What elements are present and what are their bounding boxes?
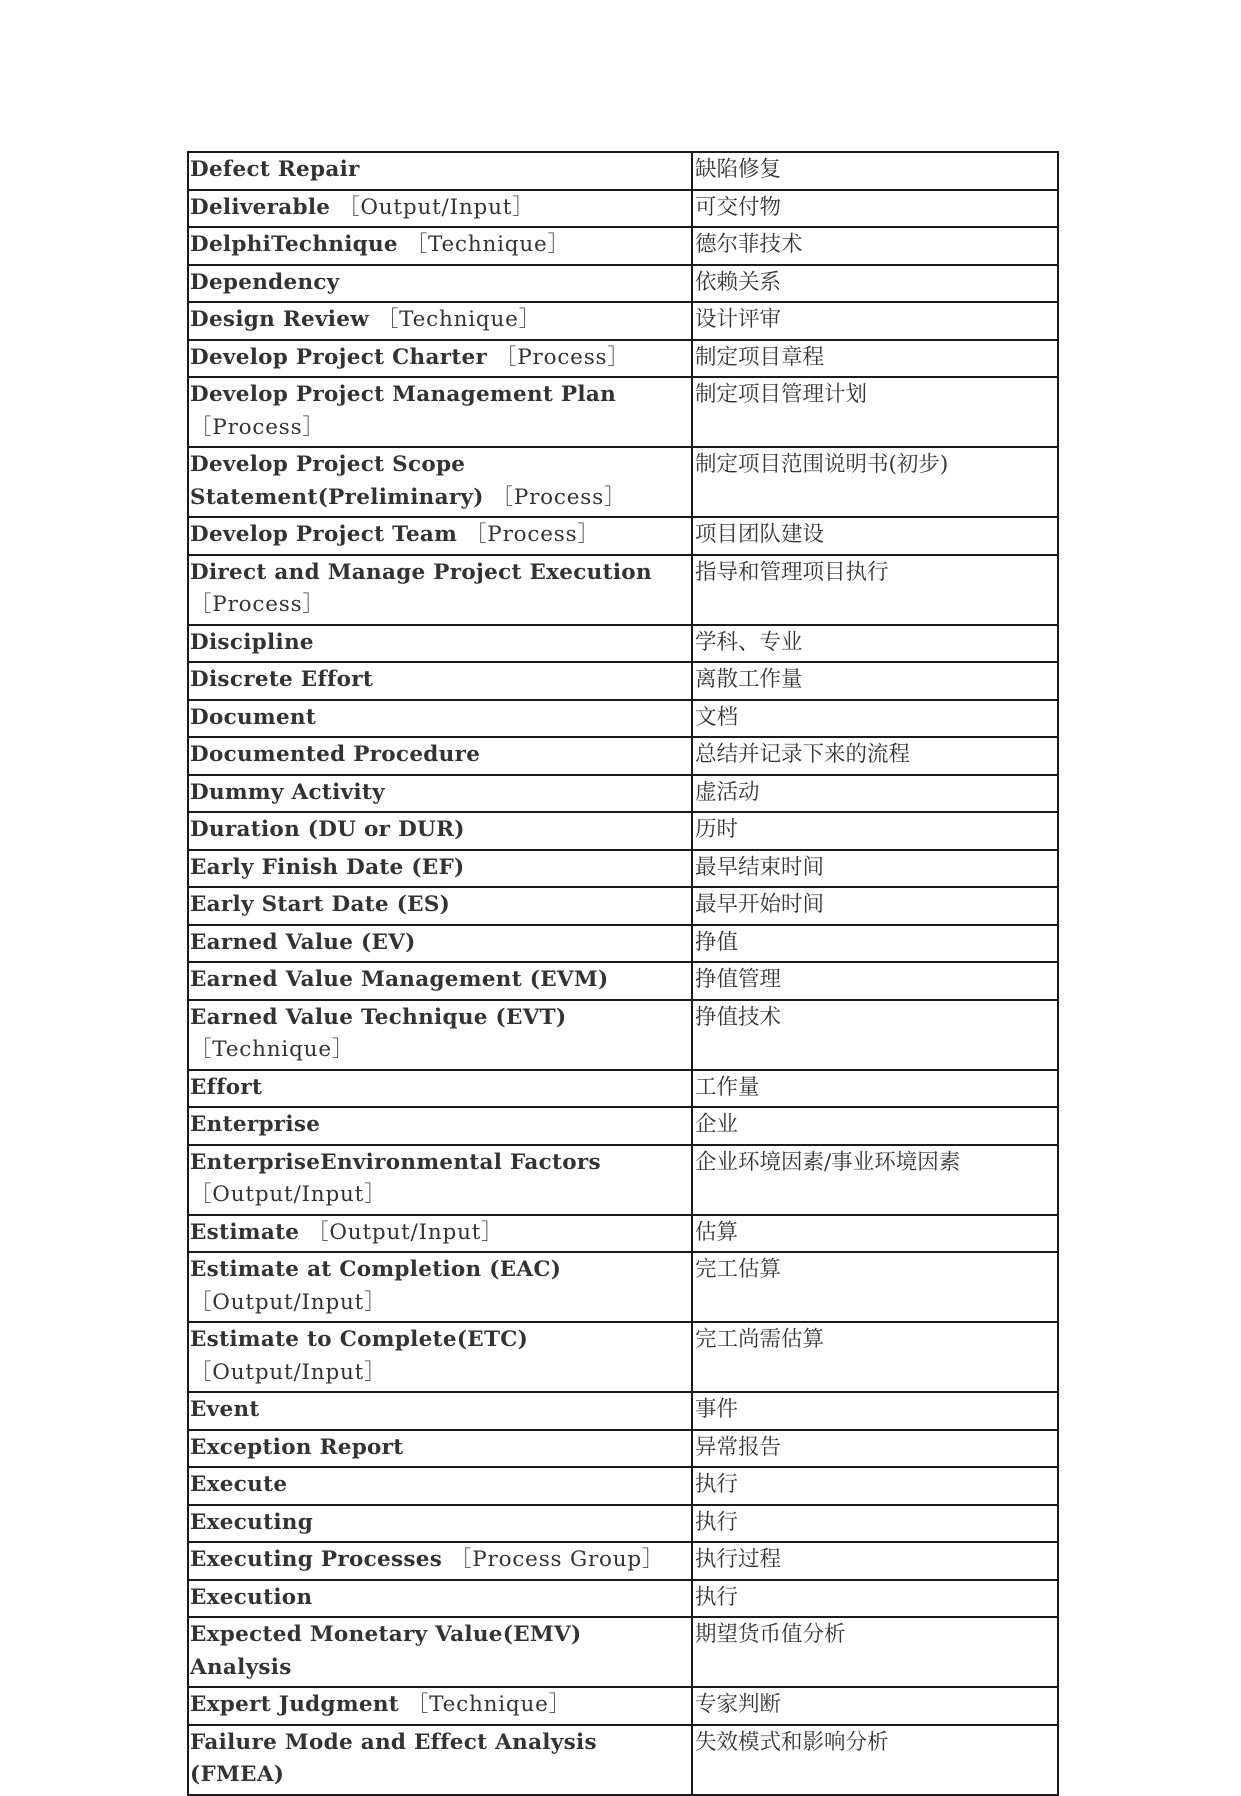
english-term: Failure Mode and Effect Analysis (FMEA) (190, 1729, 597, 1787)
chinese-translation: 企业环境因素/事业环境因素 (695, 1149, 961, 1175)
english-term: Exception Report (190, 1434, 404, 1460)
chinese-translation: 历时 (695, 817, 739, 842)
chinese-translation: 最早结束时间 (695, 854, 825, 880)
chinese-translation-cell (692, 737, 1058, 775)
term-category-tag: ［Technique］ (190, 1037, 355, 1062)
english-term-cell (188, 555, 692, 625)
english-term: Discipline (190, 629, 314, 655)
english-term: Dummy Activity (190, 779, 385, 805)
chinese-translation-cell (692, 227, 1058, 265)
glossary-row (188, 850, 1058, 888)
chinese-translation: 专家判断 (695, 1692, 782, 1717)
term-category-tag: ［Output/Input］ (307, 1219, 504, 1245)
chinese-translation-cell (692, 152, 1058, 190)
chinese-translation-cell (692, 1687, 1058, 1725)
english-term-cell (188, 1430, 692, 1468)
chinese-translation-cell (692, 1542, 1058, 1580)
english-term-cell (188, 887, 692, 925)
chinese-translation-cell (692, 1107, 1058, 1145)
glossary-row (188, 925, 1058, 963)
chinese-translation: 工作量 (695, 1074, 760, 1100)
term-category-tag: ［Output/Input］ (338, 194, 535, 220)
english-term: Estimate to Complete(ETC) (190, 1327, 529, 1352)
english-term-cell (188, 1505, 692, 1543)
english-term: Early Start Date (ES) (190, 892, 451, 917)
chinese-translation: 制定项目管理计划 (695, 382, 868, 407)
chinese-translation-cell (692, 340, 1058, 378)
english-term: Discrete Effort (190, 667, 374, 692)
english-term-cell (188, 1467, 692, 1505)
glossary-row (188, 377, 1058, 447)
english-term-cell (188, 340, 692, 378)
english-term-cell (188, 1322, 692, 1392)
glossary-row (188, 1215, 1058, 1253)
english-term: Executing (190, 1509, 314, 1535)
glossary-row (188, 152, 1058, 190)
glossary-row (188, 517, 1058, 555)
english-term-cell (188, 1000, 692, 1070)
english-term-cell (188, 377, 692, 447)
chinese-translation: 设计评审 (695, 307, 782, 332)
glossary-row (188, 1070, 1058, 1108)
term-category-tag: ［Technique］ (376, 307, 541, 332)
english-term-cell (188, 190, 692, 228)
chinese-translation-cell (692, 962, 1058, 1000)
chinese-translation-cell (692, 1252, 1058, 1322)
chinese-translation-cell (692, 887, 1058, 925)
english-term: Develop Project Management Plan (190, 382, 616, 407)
glossary-row (188, 1430, 1058, 1468)
chinese-translation: 挣值管理 (695, 967, 782, 992)
english-term: Duration (DU or DUR) (190, 817, 465, 842)
chinese-translation: 项目团队建设 (695, 522, 825, 547)
glossary-row (188, 737, 1058, 775)
chinese-translation: 学科、专业 (695, 629, 803, 655)
glossary-row (188, 1467, 1058, 1505)
english-term-cell (188, 1145, 692, 1215)
glossary-row (188, 555, 1058, 625)
chinese-translation: 最早开始时间 (695, 892, 825, 917)
english-term: DelphiTechnique (190, 232, 406, 257)
english-term: Direct and Manage Project Execution (190, 559, 652, 585)
glossary-row (188, 190, 1058, 228)
chinese-translation-cell (692, 1725, 1058, 1795)
chinese-translation: 制定项目章程 (695, 344, 825, 370)
chinese-translation: 估算 (695, 1219, 739, 1245)
chinese-translation-cell (692, 517, 1058, 555)
english-term-cell (188, 962, 692, 1000)
english-term: Estimate (190, 1219, 308, 1245)
chinese-translation-cell (692, 625, 1058, 663)
english-term: Develop Project Team (190, 522, 465, 547)
chinese-translation-cell (692, 850, 1058, 888)
glossary-row (188, 1725, 1058, 1795)
glossary-body (188, 152, 1058, 1795)
glossary-row (188, 1107, 1058, 1145)
glossary-row (188, 1505, 1058, 1543)
chinese-translation: 执行 (695, 1472, 739, 1497)
english-term: Event (190, 1397, 260, 1422)
chinese-translation: 企业 (695, 1112, 739, 1137)
glossary-row (188, 700, 1058, 738)
chinese-translation-cell (692, 1467, 1058, 1505)
english-term-cell (188, 447, 692, 517)
term-category-tag: ［Output/Input］ (190, 1182, 387, 1207)
glossary-row (188, 1580, 1058, 1618)
english-term-cell (188, 1392, 692, 1430)
english-term-cell (188, 625, 692, 663)
chinese-translation-cell (692, 447, 1058, 517)
english-term: Earned Value (EV) (190, 929, 416, 955)
english-term-cell (188, 302, 692, 340)
chinese-translation: 异常报告 (695, 1434, 782, 1460)
english-term: Expert Judgment (190, 1692, 407, 1717)
english-term: Document (190, 704, 317, 730)
chinese-translation-cell (692, 1145, 1058, 1215)
english-term-cell (188, 662, 692, 700)
term-category-tag: ［Process］ (465, 522, 600, 547)
english-term-cell (188, 737, 692, 775)
english-term: Deliverable (190, 194, 339, 220)
english-term: Dependency (190, 269, 340, 295)
glossary-row (188, 340, 1058, 378)
english-term-cell (188, 1725, 692, 1795)
chinese-translation-cell (692, 1000, 1058, 1070)
english-term-cell (188, 850, 692, 888)
english-term-cell (188, 1542, 692, 1580)
glossary-row (188, 1392, 1058, 1430)
glossary-row (188, 775, 1058, 813)
glossary-row (188, 812, 1058, 850)
glossary-row (188, 302, 1058, 340)
chinese-translation-cell (692, 1617, 1058, 1687)
english-term-cell (188, 1107, 692, 1145)
glossary-row (188, 1687, 1058, 1725)
term-category-tag: ［Technique］ (405, 232, 570, 257)
chinese-translation: 挣值 (695, 929, 739, 955)
glossary-row (188, 625, 1058, 663)
english-term: Enterprise (190, 1112, 321, 1137)
chinese-translation: 德尔菲技术 (695, 232, 803, 257)
glossary-row (188, 447, 1058, 517)
chinese-translation: 缺陷修复 (695, 157, 782, 182)
english-term: Executing Processes (190, 1547, 450, 1572)
chinese-translation-cell (692, 1430, 1058, 1468)
chinese-translation: 执行过程 (695, 1547, 782, 1572)
glossary-row (188, 1617, 1058, 1687)
english-term: Execution (190, 1584, 313, 1610)
glossary-table (187, 151, 1059, 1796)
chinese-translation: 离散工作量 (695, 667, 803, 692)
term-category-tag: ［Output/Input］ (190, 1289, 387, 1315)
chinese-translation: 失效模式和影响分析 (695, 1729, 889, 1755)
glossary-row (188, 1145, 1058, 1215)
term-category-tag: ［Process］ (190, 592, 325, 617)
glossary-row (188, 1542, 1058, 1580)
english-term-cell (188, 1687, 692, 1725)
english-term: Defect Repair (190, 157, 360, 182)
chinese-translation-cell (692, 190, 1058, 228)
chinese-translation: 文档 (695, 704, 739, 730)
english-term: EnterpriseEnvironmental Factors (190, 1149, 601, 1175)
glossary-row (188, 962, 1058, 1000)
english-term: Execute (190, 1472, 288, 1497)
chinese-translation-cell (692, 1215, 1058, 1253)
glossary-row (188, 227, 1058, 265)
english-term: Early Finish Date (EF) (190, 854, 465, 880)
english-term: Earned Value Technique (EVT) (190, 1004, 567, 1030)
english-term: Estimate at Completion (EAC) (190, 1257, 562, 1282)
english-term-cell (188, 1580, 692, 1618)
glossary-row (188, 887, 1058, 925)
english-term-cell (188, 775, 692, 813)
term-category-tag: ［Process］ (494, 344, 630, 370)
chinese-translation: 制定项目范围说明书(初步) (695, 452, 949, 477)
english-term: Develop Project Scope Statement(Preliminary) (190, 452, 492, 510)
chinese-translation: 事件 (695, 1397, 739, 1422)
glossary-row (188, 1252, 1058, 1322)
chinese-translation-cell (692, 775, 1058, 813)
chinese-translation-cell (692, 925, 1058, 963)
english-term-cell (188, 265, 692, 303)
glossary-row (188, 1322, 1058, 1392)
english-term-cell (188, 1215, 692, 1253)
chinese-translation-cell (692, 1392, 1058, 1430)
chinese-translation-cell (692, 1070, 1058, 1108)
glossary-row (188, 265, 1058, 303)
chinese-translation-cell (692, 302, 1058, 340)
chinese-translation: 可交付物 (695, 194, 782, 220)
chinese-translation: 虚活动 (695, 779, 760, 805)
chinese-translation-cell (692, 555, 1058, 625)
english-term: Expected Monetary Value(EMV) Analysis (190, 1622, 582, 1680)
chinese-translation-cell (692, 265, 1058, 303)
english-term-cell (188, 925, 692, 963)
chinese-translation-cell (692, 1322, 1058, 1392)
term-category-tag: ［Process Group］ (449, 1547, 665, 1572)
english-term-cell (188, 812, 692, 850)
chinese-translation: 挣值技术 (695, 1004, 782, 1030)
chinese-translation-cell (692, 1580, 1058, 1618)
chinese-translation: 期望货币值分析 (695, 1622, 846, 1647)
english-term-cell (188, 227, 692, 265)
term-category-tag: ［Technique］ (406, 1692, 571, 1717)
chinese-translation-cell (692, 812, 1058, 850)
glossary-row (188, 662, 1058, 700)
chinese-translation: 执行 (695, 1584, 739, 1610)
english-term-cell (188, 1070, 692, 1108)
chinese-translation-cell (692, 1505, 1058, 1543)
term-category-tag: ［Process］ (190, 414, 325, 440)
chinese-translation: 依赖关系 (695, 269, 782, 295)
chinese-translation: 总结并记录下来的流程 (695, 742, 911, 767)
english-term: Earned Value Management (EVM) (190, 967, 609, 992)
english-term-cell (188, 1617, 692, 1687)
english-term-cell (188, 152, 692, 190)
chinese-translation: 执行 (695, 1509, 739, 1535)
chinese-translation-cell (692, 377, 1058, 447)
english-term-cell (188, 700, 692, 738)
glossary-row (188, 1000, 1058, 1070)
english-term: Documented Procedure (190, 742, 481, 767)
english-term: Effort (190, 1074, 263, 1100)
english-term: Design Review (190, 307, 377, 332)
english-term-cell (188, 1252, 692, 1322)
chinese-translation: 指导和管理项目执行 (695, 559, 889, 585)
chinese-translation: 完工估算 (695, 1257, 782, 1282)
english-term: Develop Project Charter (190, 344, 495, 370)
term-category-tag: ［Output/Input］ (190, 1359, 387, 1385)
chinese-translation-cell (692, 700, 1058, 738)
term-category-tag: ［Process］ (491, 484, 627, 510)
chinese-translation-cell (692, 662, 1058, 700)
english-term-cell (188, 517, 692, 555)
chinese-translation: 完工尚需估算 (695, 1327, 825, 1352)
